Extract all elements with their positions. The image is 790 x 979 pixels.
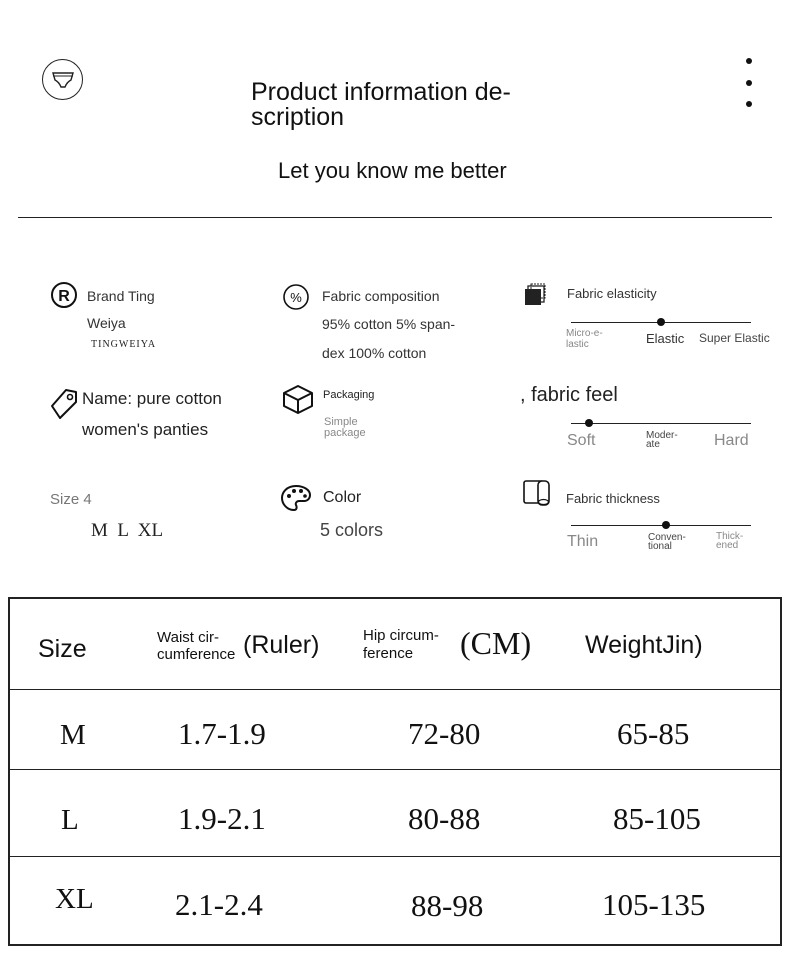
name-line1: Name: pure cotton bbox=[82, 389, 222, 408]
fabric-roll-icon bbox=[522, 479, 552, 507]
thickness-high: Thick-ened bbox=[716, 531, 744, 551]
cell-size: M bbox=[60, 719, 86, 751]
palette-icon bbox=[280, 484, 312, 512]
size-values: M L XL bbox=[91, 520, 164, 541]
registered-trademark-icon bbox=[50, 281, 78, 309]
feel-mid: Moder-ate bbox=[646, 430, 678, 450]
elasticity-label: Fabric elasticity bbox=[567, 286, 657, 301]
color-label: Color bbox=[323, 489, 362, 506]
brand-logo bbox=[42, 59, 83, 100]
elasticity-high: Super Elastic bbox=[699, 331, 770, 345]
thickness-label: Fabric thickness bbox=[566, 491, 660, 506]
cell-waist: 1.9-2.1 bbox=[178, 801, 266, 836]
cell-weight: 105-135 bbox=[602, 887, 706, 922]
cell-waist: 1.7-1.9 bbox=[178, 716, 266, 751]
th-hip: Hip circum-ference bbox=[363, 627, 439, 662]
feel-marker bbox=[585, 419, 593, 427]
tag-icon bbox=[48, 386, 80, 420]
elasticity-marker bbox=[657, 318, 665, 326]
thickness-marker bbox=[662, 521, 670, 529]
elasticity-mid: Elastic bbox=[646, 331, 685, 346]
cell-weight: 85-105 bbox=[613, 801, 701, 836]
package-box-icon bbox=[281, 383, 315, 415]
brand-line2: Weiya bbox=[87, 315, 126, 331]
svg-text:R: R bbox=[58, 288, 70, 305]
packaging-label: Packaging bbox=[323, 389, 375, 401]
page-subtitle: Let you know me better bbox=[278, 158, 507, 183]
panties-icon bbox=[51, 70, 75, 90]
color-value: 5 colors bbox=[320, 520, 384, 540]
cell-hip: 80-88 bbox=[408, 801, 481, 836]
fabric-line2: dex 100% cotton bbox=[322, 345, 427, 361]
more-menu-icon[interactable] bbox=[742, 56, 756, 112]
feel-high: Hard bbox=[714, 432, 749, 449]
row-divider bbox=[10, 769, 780, 770]
cell-waist: 2.1-2.4 bbox=[175, 887, 263, 922]
cell-hip: 88-98 bbox=[411, 888, 484, 923]
cell-size: XL bbox=[55, 883, 94, 915]
th-weight: WeightJin) bbox=[585, 631, 703, 659]
percent-icon bbox=[282, 283, 310, 311]
fabric-line1: 95% cotton 5% span- bbox=[322, 316, 456, 332]
cell-hip: 72-80 bbox=[408, 716, 481, 751]
page-title: Product information de-scription bbox=[251, 78, 511, 131]
header-divider bbox=[18, 217, 772, 218]
size-label: Size 4 bbox=[50, 491, 92, 508]
cell-weight: 65-85 bbox=[617, 716, 690, 751]
feel-low: Soft bbox=[567, 432, 596, 449]
cell-size: L bbox=[61, 804, 79, 836]
packaging-value: Simple package bbox=[324, 416, 366, 439]
svg-text:%: % bbox=[290, 290, 302, 305]
brand-line1: Brand Ting bbox=[87, 288, 155, 304]
name-line2: women's panties bbox=[82, 420, 209, 439]
fabric-stack-icon bbox=[523, 283, 547, 307]
th-hip-unit: (CM) bbox=[460, 625, 532, 661]
thickness-scale bbox=[571, 525, 751, 526]
thickness-low: Thin bbox=[567, 533, 599, 550]
size-table bbox=[8, 597, 782, 946]
feel-label: , fabric feel bbox=[520, 384, 618, 406]
row-divider bbox=[10, 689, 780, 690]
th-waist: Waist cir-cumference bbox=[157, 629, 236, 663]
th-waist-unit: (Ruler) bbox=[243, 631, 320, 659]
th-size: Size bbox=[38, 635, 87, 663]
brand-logo-text: TINGWEIYA bbox=[91, 339, 157, 350]
thickness-mid: Conven-tional bbox=[648, 532, 686, 552]
fabric-label: Fabric composition bbox=[322, 288, 440, 304]
row-divider bbox=[10, 856, 780, 857]
feel-scale bbox=[571, 423, 751, 424]
elasticity-low: Micro-e-lastic bbox=[566, 328, 603, 350]
